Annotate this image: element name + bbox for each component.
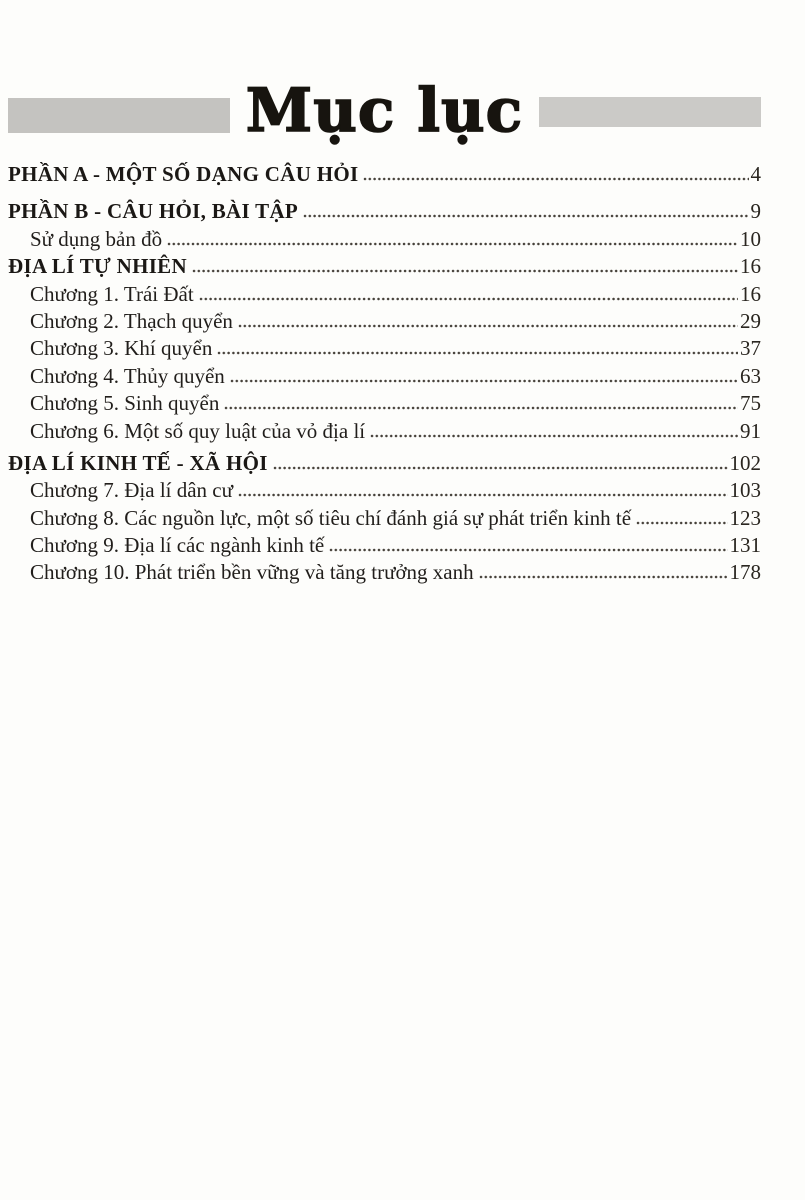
toc-entry-label: Chương 4. Thủy quyển [30,363,225,388]
toc-entry-label: PHẦN B - CÂU HỎI, BÀI TẬP [8,199,299,224]
toc-entry-page: 9 [750,199,761,224]
dot-leader [303,214,748,218]
toc-entry-page: 4 [750,162,761,186]
toc-entry [8,227,761,254]
toc-entry [8,162,761,189]
dot-leader [329,548,727,552]
toc-entry-page: 123 [729,505,761,530]
toc-entry-page: 37 [740,336,761,361]
toc-entry [8,199,761,226]
toc-entry-label: Chương 1. Trái Đất [30,281,194,306]
toc-entry [8,478,761,505]
dot-leader [273,466,728,470]
toc-entry [8,533,761,560]
toc-entry-label: Chương 9. Địa lí các ngành kinh tế [30,533,325,558]
toc-entry-page: 102 [729,450,761,475]
toc-entry [8,391,761,418]
toc-entry-page: 16 [740,254,761,279]
toc-entry-page: 131 [729,533,761,558]
toc-entry-label: Chương 8. Các nguồn lực, một số tiêu chí đánh giá sự phát triển kinh tế [30,505,632,530]
dot-leader [167,242,738,246]
dot-leader [224,406,738,410]
toc-entry-label: ĐỊA LÍ TỰ NHIÊN [8,254,187,279]
title-right-bar [539,97,761,127]
dot-leader [238,493,727,497]
title-left-bar [8,98,230,133]
toc-entry [8,451,761,478]
toc-entry-label: Chương 3. Khí quyển [30,336,213,361]
toc-entry-label: Chương 6. Một số quy luật của vỏ địa lí [30,418,366,443]
toc-entry [8,560,761,587]
toc-entry-page: 103 [729,478,761,503]
toc-entry-page: 178 [729,560,761,585]
toc-entry-label: Chương 10. Phát triển bền vững và tăng trưởng xanh [30,560,474,585]
toc-entry-page: 16 [740,281,761,306]
toc-entry-label: Sử dụng bản đồ [30,226,163,251]
toc-entry [8,506,761,533]
dot-leader [370,434,738,438]
dot-leader [363,177,748,181]
dot-leader [479,575,728,579]
dot-leader [192,269,738,273]
toc-entry-page: 91 [740,418,761,443]
toc-entry-page: 29 [740,308,761,333]
dot-leader [636,521,727,525]
toc-entry [8,282,761,309]
toc-entry [8,364,761,391]
dot-leader [238,324,738,328]
toc-entry-label: PHẦN A - MỘT SỐ DẠNG CÂU HỎI [8,162,359,186]
toc-entry-label: Chương 5. Sinh quyển [30,391,220,416]
toc-entry-label: Chương 2. Thạch quyển [30,308,233,333]
toc-entry [8,336,761,363]
title-block [8,66,761,156]
toc-list [8,162,761,588]
page-title: Mục lục [245,76,524,146]
toc-entry-label: ĐỊA LÍ KINH TẾ - XÃ HỘI [8,450,268,475]
toc-entry [8,419,761,446]
dot-leader [199,297,738,301]
toc-entry-label: Chương 7. Địa lí dân cư [30,478,234,503]
toc-entry [8,309,761,336]
toc-entry [8,254,761,281]
dot-leader [230,379,738,383]
dot-leader [217,351,738,355]
toc-entry-page: 75 [740,391,761,416]
toc-entry-page: 10 [740,226,761,251]
toc-entry-page: 63 [740,363,761,388]
